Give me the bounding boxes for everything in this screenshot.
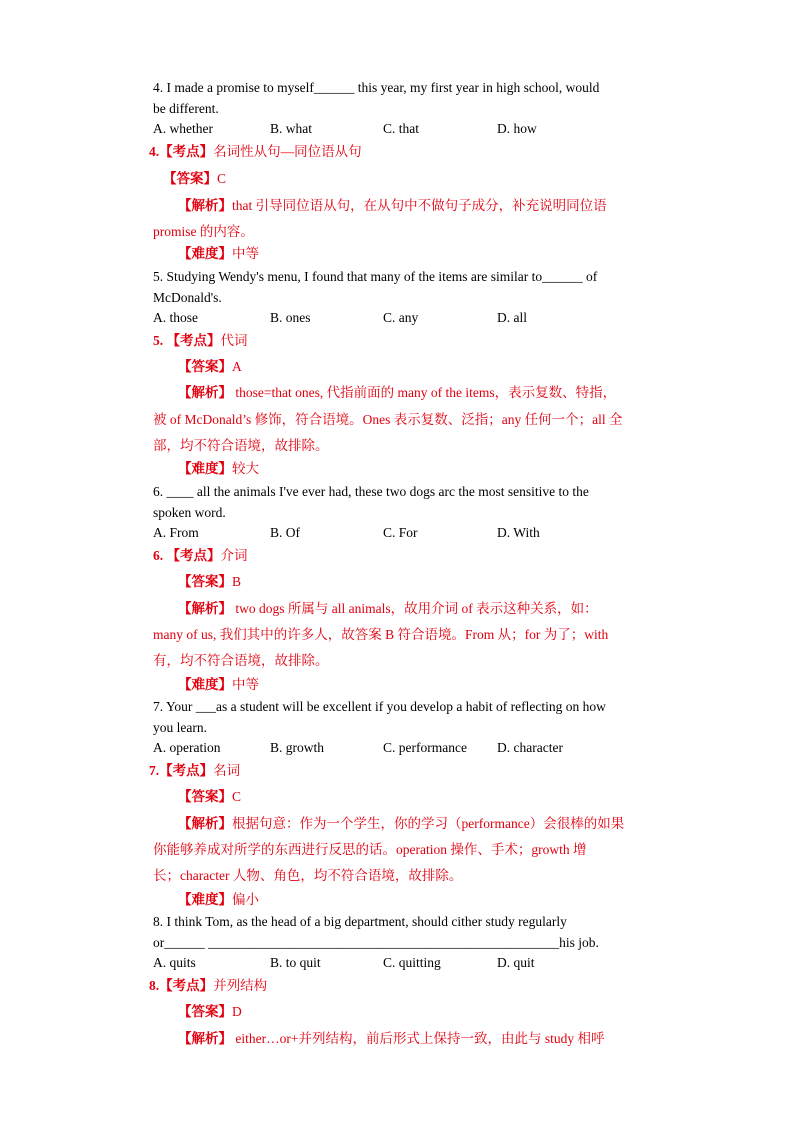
question-5-answer [178,354,242,380]
question-6-analysis-cont [153,648,329,674]
question-stem-line: you learn. [153,720,207,735]
difficulty-tag: 【难度】 [178,461,232,476]
question-6-difficulty [178,672,259,698]
question-6-kaodian [153,543,248,569]
kaodian-text: 名词 [213,763,241,778]
difficulty-tag: 【难度】 [178,892,232,907]
question-5-stem [153,266,648,308]
option-c: C. that [383,121,419,136]
kaodian-tag: 【考点】 [159,978,214,993]
question-8-answer [178,999,242,1025]
analysis-line: 根据句意：作为一个学生，你的学习（performance）会很棒的如果 [232,816,625,831]
question-8-options [153,953,648,973]
answer-value: B [232,574,242,589]
question-6-answer [178,569,241,595]
option-c: C. any [383,310,419,325]
question-7-difficulty [178,887,259,913]
analysis-tag: 【解析】 [178,816,232,831]
option-d: D. character [497,740,563,755]
question-stem-line: 6. ____ all the animals I've ever had, these two dogs arc the most sensitive to the [153,484,589,499]
answer-value: D [232,1004,242,1019]
answer-value: C [232,789,242,804]
option-a: A. those [153,310,198,325]
question-4-stem [153,77,648,119]
option-d: D. how [497,121,537,136]
option-d: D. all [497,310,527,325]
question-8-analysis [178,1026,604,1052]
question-6-analysis-cont [153,622,608,648]
kaodian-number: 7. [149,763,160,778]
question-7-options [153,738,648,758]
difficulty-tag: 【难度】 [178,677,232,692]
option-b: B. growth [270,740,324,755]
analysis-line: either…or+并列结构，前后形式上保持一致，由此与 study 相呼 [232,1031,605,1046]
kaodian-tag: 【考点】 [166,548,221,563]
answer-tag: 【答案】 [163,171,217,186]
analysis-line: 长；character 人物、角色，均不符合语境，故排除。 [153,868,463,883]
answer-tag: 【答案】 [178,789,232,804]
question-6-stem [153,481,648,523]
question-stem-line: 5. Studying Wendy's menu, I found that many of the items are similar to______ of [153,269,598,284]
difficulty-value: 较大 [232,461,259,476]
kaodian-text: 并列结构 [213,978,268,993]
analysis-tag: 【解析】 [178,601,232,616]
analysis-line: promise 的内容。 [153,224,254,239]
question-7-analysis-cont [153,837,586,863]
question-stem-line: or______ ____________________________________________________his job. [153,935,599,950]
answer-value: A [232,359,242,374]
option-d: D. quit [497,955,535,970]
question-stem-line: 8. I think Tom, as the head of a big department, should cither study regularly [153,914,567,929]
kaodian-number: 4. [149,144,160,159]
difficulty-tag: 【难度】 [178,246,232,261]
option-b: B. to quit [270,955,321,970]
answer-tag: 【答案】 [178,574,232,589]
analysis-tag: 【解析】 [178,385,232,400]
question-7-analysis-cont [153,863,462,889]
question-5-kaodian [153,328,248,354]
analysis-line: those=that ones, 代指前面的 many of the items，表示复数、特指， [232,385,617,400]
question-7-answer [178,784,241,810]
question-5-analysis [178,380,616,406]
difficulty-value: 偏小 [232,892,259,907]
kaodian-tag: 【考点】 [166,333,221,348]
option-a: A. whether [153,121,213,136]
question-4-answer [163,166,226,192]
option-b: B. Of [270,525,300,540]
difficulty-value: 中等 [232,677,259,692]
kaodian-text: 介词 [220,548,248,563]
question-stem-line: 7. Your ___as a student will be excellent if you develop a habit of reflecting on how [153,699,606,714]
question-7-analysis [178,811,624,837]
question-5-options [153,308,648,328]
option-d: D. With [497,525,540,540]
analysis-line: that 引导同位语从句，在从句中不做句子成分，补充说明同位语 [232,198,607,213]
question-4-analysis [178,193,646,219]
kaodian-number: 6. [153,548,164,563]
question-7-stem [153,696,648,738]
question-stem-line: 4. I made a promise to myself______ this year, my first year in high school, would [153,80,600,95]
analysis-tag: 【解析】 [178,198,232,213]
question-4-kaodian [149,139,362,165]
kaodian-number: 8. [149,978,160,993]
analysis-line: 你能够养成对所学的东西进行反思的话。operation 操作、手术；growth 增 [153,842,587,857]
question-5-analysis-cont [153,407,622,433]
analysis-line: 被 of McDonald’s 修饰，符合语境。Ones 表示复数、泛指；any 任何一个；all 全 [153,412,623,427]
option-b: B. what [270,121,312,136]
question-stem-line: McDonald's. [153,290,222,305]
option-a: A. quits [153,955,196,970]
analysis-line: many of us, 我们其中的许多人，故答案 B 符合语境。From 从；for 为了；with [153,627,609,642]
question-8-kaodian [149,973,267,999]
question-5-difficulty [178,456,259,482]
analysis-tag: 【解析】 [178,1031,232,1046]
kaodian-tag: 【考点】 [159,144,214,159]
kaodian-number: 5. [153,333,164,348]
kaodian-text: 代词 [220,333,248,348]
option-a: A. operation [153,740,221,755]
question-stem-line: be different. [153,101,219,116]
question-6-analysis [178,596,598,622]
analysis-line: 部，均不符合语境，故排除。 [153,438,329,453]
analysis-line: 有，均不符合语境，故排除。 [153,653,329,668]
answer-tag: 【答案】 [178,1004,232,1019]
option-c: C. performance [383,740,467,755]
question-8-stem [153,911,648,953]
question-7-kaodian [149,758,240,784]
option-a: A. From [153,525,199,540]
question-4-options [153,119,648,139]
option-b: B. ones [270,310,311,325]
answer-tag: 【答案】 [178,359,232,374]
option-c: C. For [383,525,418,540]
question-4-difficulty [178,241,259,267]
kaodian-tag: 【考点】 [159,763,214,778]
kaodian-text: 名词性从句—同位语从句 [213,144,362,159]
option-c: C. quitting [383,955,441,970]
question-stem-line: spoken word. [153,505,226,520]
difficulty-value: 中等 [232,246,259,261]
answer-value: C [217,171,227,186]
question-6-options [153,523,648,543]
analysis-line: two dogs 所属与 all animals，故用介词 of 表示这种关系，如： [232,601,598,616]
